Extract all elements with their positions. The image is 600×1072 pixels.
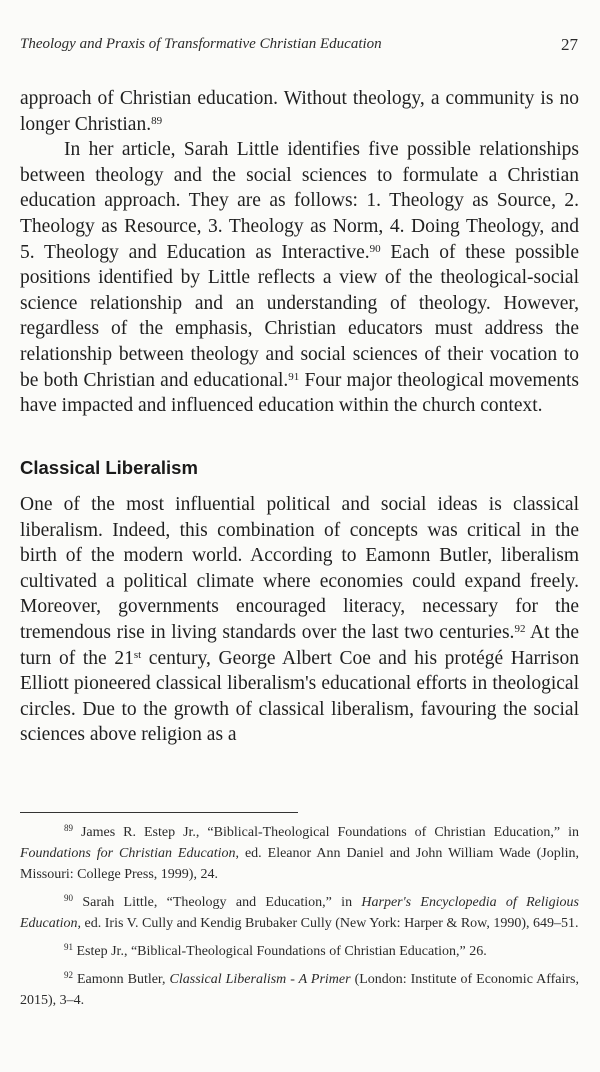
body-text-top — [20, 86, 579, 419]
footnotes — [20, 822, 579, 1018]
page-number: 27 — [561, 35, 578, 54]
footnote: $^{91}$ Estep Jr., “Biblical-Theological Foundations of Christian Education,” 26. — [64, 942, 487, 959]
paragraph: approach of Christian education. Without theology, a community is no longer Christian.$^{89}$ — [20, 88, 579, 135]
paragraph: One of the most influential political and social ideas is classical liberalism. Indeed, this combination of concepts was critical in the birth of the modern world. According to Eamonn Butler, liberalism cultivated a political climate where economies could expand freely. Moreover, governments encouraged literacy, necessary for the tremendous rise in living standards over the last two centuries.$^{92}$ At the turn of the 21st century, George Albert Coe and his protégé Harrison Elliott pioneered classical liberalism's educational efforts in theological circles. Due to the growth of classical liberalism, favouring the social sciences above religion as a — [20, 494, 579, 746]
footnote: $^{89}$ James R. Estep Jr., “Biblical-Theological Foundations of Christian Education,” in Foundations for Christian Education, ed. Eleanor Ann Daniel and John William Wade (Joplin, Missouri: College Press, 1999), 24. — [20, 823, 579, 882]
footnote-ref: 92 — [514, 622, 526, 635]
footnote-ref: 91 — [288, 370, 300, 383]
footnote-ref: 89 — [151, 114, 163, 127]
section-heading: Classical Liberalism — [20, 457, 198, 478]
footnote-ref: 90 — [369, 242, 381, 255]
paragraph: In her article, Sarah Little identifies five possible relationships between theology and the social sciences to formulate a Christian education approach. They are as follows: 1. Theology as Source, 2. Theology as Resource, 3. Theology as Norm, 4. Doing Theology, and 5. Theology and Education as Interactive.$^{90}$ Each of these possible positions identified by Little reflects a view of the theological-social science relationship and an understanding of theology. However, regardless of the emphasis, Christian educators must address the relationship between theology and social sciences of their vocation to be both Christian and educational.$^{91}$ Four major theological movements have impacted and influenced education within the church context. — [20, 139, 579, 417]
footnote: $^{90}$ Sarah Little, “Theology and Education,” in Harper's Encyclopedia of Religious Education, ed. Iris V. Cully and Kendig Brubaker Cully (New York: Harper & Row, 1990), 649–51. — [20, 893, 579, 931]
footnote: $^{92}$ Eamonn Butler, Classical Liberalism - A Primer (London: Institute of Economic Affairs, 2015), 3–4. — [20, 970, 580, 1008]
body-text-section — [20, 492, 579, 748]
footnote-divider — [20, 812, 298, 813]
running-title: Theology and Praxis of Transformative Christian Education — [20, 36, 382, 52]
